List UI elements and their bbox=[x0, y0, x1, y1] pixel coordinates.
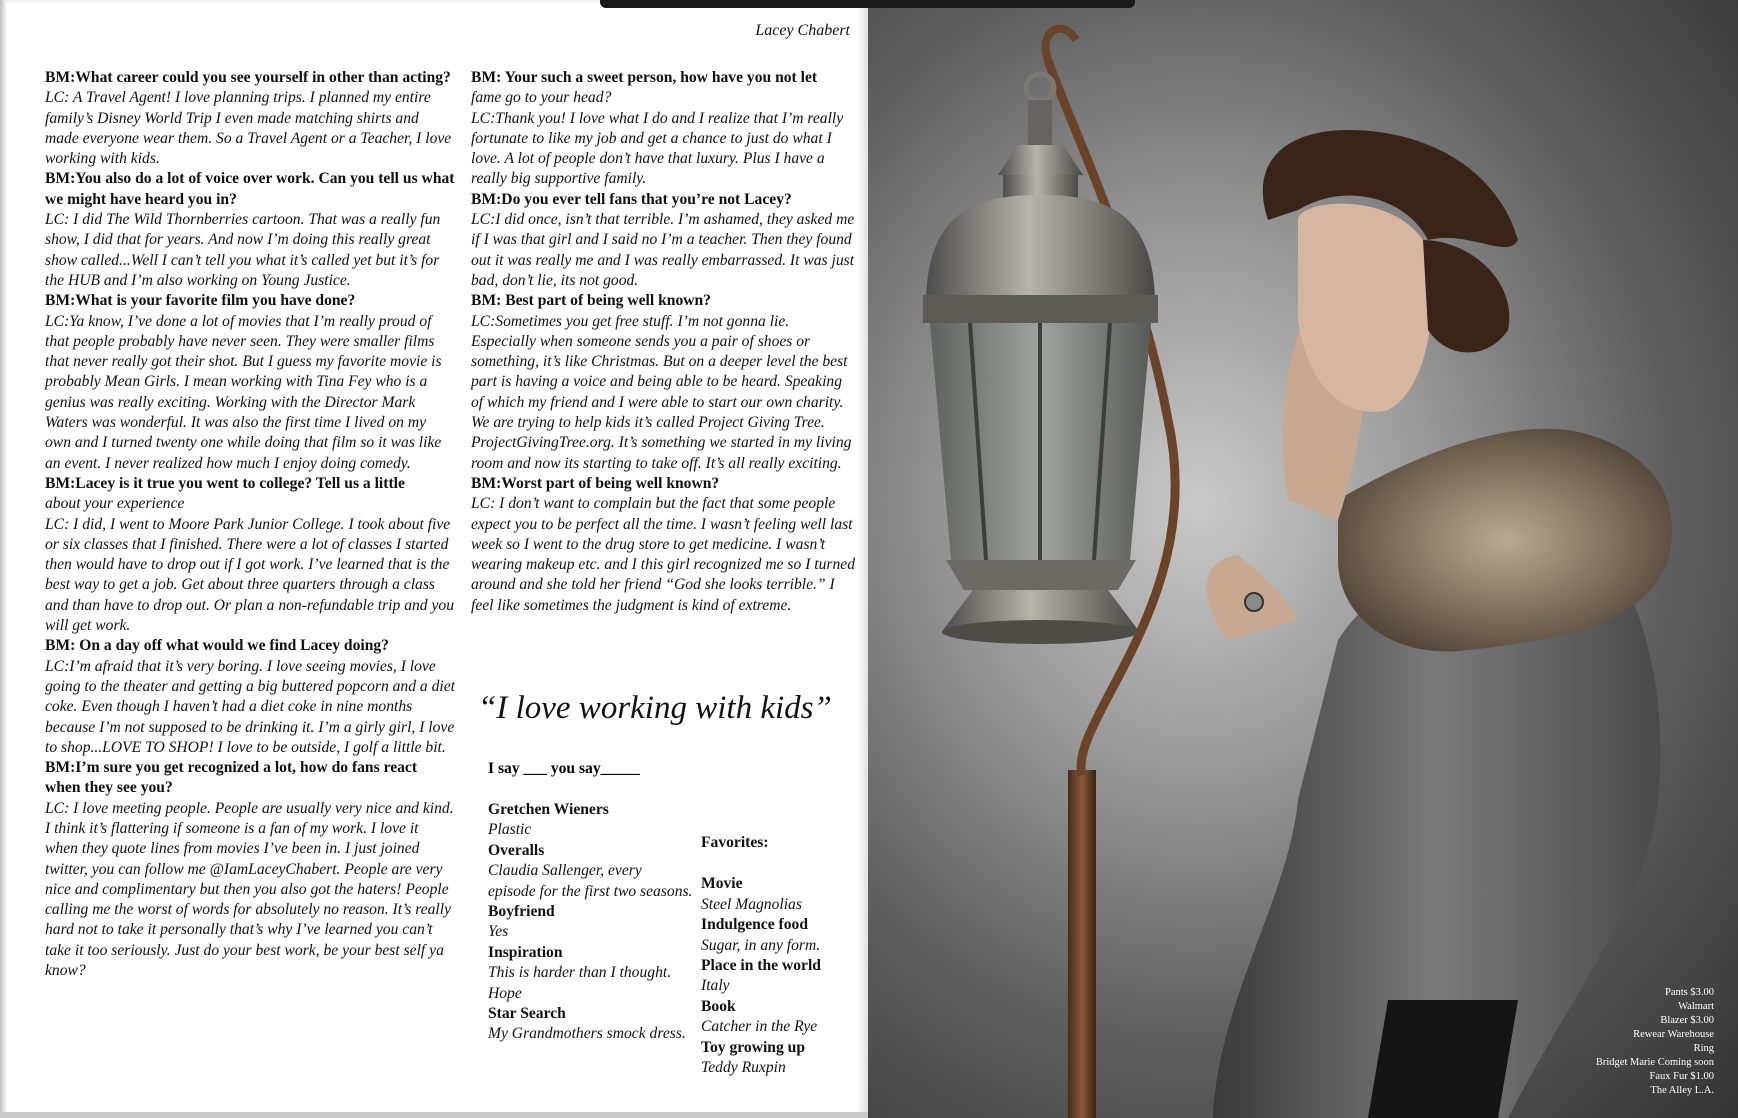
qa-item bbox=[45, 291, 455, 474]
pull-quote: “I love working with kids” bbox=[478, 690, 832, 726]
viewer-top-bar bbox=[600, 0, 1135, 8]
question: BM:Do you ever tell fans that you’re not Lacey? bbox=[471, 190, 792, 208]
list-item-value: This is harder than I thought. Hope bbox=[488, 964, 672, 1002]
question: BM:What career could you see yourself in other than acting? bbox=[45, 69, 451, 86]
byline: Lacey Chabert bbox=[755, 22, 850, 39]
qa-item bbox=[471, 474, 856, 616]
credit-line: The Alley L.A. bbox=[1650, 1085, 1714, 1096]
answer: LC: I don’t want to complain but the fact that some people expect you to be perfect all the time. I wasn’t feeling well last week so I went to the drug store to get medicine. I wasn’t wearing makeup etc. and I this girl recognized me so I turned around and she told her friend “God she looks terrible.” I feel like sometimes the judgment is kind of extreme. bbox=[471, 495, 856, 614]
credit-line: Ring bbox=[1693, 1043, 1714, 1054]
qa-item bbox=[471, 68, 856, 190]
answer: LC:Ya know, I’ve done a lot of movies that I’m really proud of that people probably have never seen. They were smaller films that never really got their shot. But I guess my favorite movie is probably Mean Girls. I mean working with Tina Fey who is a genius was really exciting. Working with the Director Mark Waters was wonderful. It was also the first time I lived on my own and I turned twenty one while doing that film so it was like an event. I never realized how much I enjoy doing comedy. bbox=[45, 312, 442, 472]
list-item-key: Star Search bbox=[488, 1005, 566, 1023]
photo-illustration bbox=[868, 0, 1738, 1118]
list-item-value: Plastic bbox=[488, 821, 532, 839]
credit-line: Bridget Marie Coming soon bbox=[1595, 1057, 1714, 1068]
question: BM: Best part of being well known? bbox=[471, 292, 711, 310]
list-item-key: Book bbox=[701, 997, 736, 1015]
question: BM: On a day off what would we find Lacey doing? bbox=[45, 637, 389, 655]
interview-column-1 bbox=[45, 68, 455, 981]
list-item-value: Yes bbox=[488, 923, 509, 941]
qa-item bbox=[45, 636, 455, 758]
favorites-title: Favorites: bbox=[701, 834, 769, 851]
credit-line: Walmart bbox=[1678, 1001, 1714, 1012]
list-item-key: Place in the world bbox=[701, 957, 821, 975]
list-item-key: Overalls bbox=[488, 841, 545, 859]
i-say-you-say-list bbox=[488, 800, 693, 1045]
list-item-value: Catcher in the Rye bbox=[701, 1018, 818, 1036]
qa-item bbox=[471, 291, 856, 474]
question: BM:Worst part of being well known? bbox=[471, 474, 720, 492]
qa-item bbox=[45, 474, 455, 636]
answer: fame go to your head? LC:Thank you! I love what I do and I realize that I’m really fortunate to like my job and get a chance to just do what I love. A lot of people don’t have that luxury. Plus I have a really big supportive family. bbox=[471, 89, 844, 188]
interview-column-2 bbox=[471, 68, 856, 616]
list-item-key: Toy growing up bbox=[701, 1038, 806, 1056]
page-edge-shadow bbox=[0, 0, 6, 1118]
question: BM: Your such a sweet person, how have you not let bbox=[471, 69, 818, 86]
answer: about your experience LC: I did, I went to Moore Park Junior College. I took about five or six classes that I finished. There were a lot of classes I started then would have to drop out if I got work. I’ve learned that is the best way to get a job. Get about three quarters through a class and than have to drop out. Or plan a non-refundable trip and you will get work. bbox=[45, 495, 455, 635]
i-say-you-say-title: I say ___ you say_____ bbox=[488, 760, 640, 777]
list-item-value: Steel Magnolias bbox=[701, 895, 802, 913]
list-item-value: My Grandmothers smock dress. bbox=[488, 1025, 686, 1043]
question: BM:What is your favorite film you have done? bbox=[45, 292, 356, 310]
answer: LC:I did once, isn’t that terrible. I’m ashamed, they asked me if I was that girl and I said no I’m a teacher. Then they found out it was really me and I was really embarrassed. It was just bad, don’t lie, its not good. bbox=[471, 211, 855, 289]
credit-line: Faux Fur $1.00 bbox=[1649, 1071, 1714, 1082]
favorites-list bbox=[701, 833, 861, 1078]
qa-item bbox=[45, 758, 455, 981]
credit-line: Blazer $3.00 bbox=[1660, 1015, 1714, 1026]
list-item-key: Gretchen Wieners bbox=[488, 801, 609, 818]
list-item-key: Indulgence food bbox=[701, 916, 809, 934]
answer: LC:Sometimes you get free stuff. I’m not gonna lie. Especially when someone sends you a pair of shoes or something, it’s like Christmas. But on a deeper level the best part is having a voice and being able to be heard. Speaking of which my friend and I were able to start our own charity. We are trying to help kids it’s called Project Giving Tree. ProjectGivingTree.org. It’s something we started in my living room and now its starting to take off. It’s all really exciting. bbox=[471, 312, 852, 472]
list-item-value: Sugar, in any form. bbox=[701, 936, 821, 954]
right-page-photo bbox=[868, 0, 1738, 1118]
answer: LC: I love meeting people. People are usually very nice and kind. I think it’s flattering if someone is a fan of my work. I love it when they quote lines from movies I’ve been in. I just joined twitter, you can follow me @IamLaceyChabert. People are very nice and complimentary but then you also got the haters! People calling me the worst of words for absolutely no reason. It’s really hard not to take it personally that’s why I’ve learned you can’t take it too seriously. Just do your best work, be your best self ya know? bbox=[45, 799, 454, 980]
answer: LC:I’m afraid that it’s very boring. I love seeing movies, I love going to the theater and getting a big buttered popcorn and a diet coke. Even though I haven’t had a diet coke in nine months because I’m not supposed to be drinking it. I’m a girly girl, I love to shop...LOVE TO SHOP! I love to be outside, I golf a little bit. bbox=[45, 657, 456, 756]
question: BM:Lacey is it true you went to college? Tell us a little bbox=[45, 474, 405, 492]
page-bottom-edge bbox=[0, 1112, 868, 1118]
lamp-hook-curl bbox=[1046, 29, 1076, 60]
question: BM:I’m sure you get recognized a lot, how do fans react when they see you? bbox=[45, 759, 418, 797]
list-item-key: Boyfriend bbox=[488, 903, 555, 921]
lantern bbox=[923, 74, 1158, 644]
list-item-key: Inspiration bbox=[488, 943, 563, 961]
qa-item bbox=[45, 169, 455, 291]
list-item-value: Claudia Sallenger, every episode for the first two seasons. bbox=[488, 862, 693, 900]
list-item-value: Italy bbox=[701, 977, 730, 995]
credit-line: Pants $3.00 bbox=[1664, 987, 1714, 998]
qa-item bbox=[471, 190, 856, 291]
left-page bbox=[0, 0, 868, 1118]
credit-line: Rewear Warehouse bbox=[1633, 1029, 1714, 1040]
answer: LC: A Travel Agent! I love planning trips. I planned my entire family’s Disney World Trip I even made matching shirts and made everyone wear them. So a Travel Agent or a Teacher, I love working with kids. bbox=[45, 89, 452, 168]
model-figure bbox=[1207, 130, 1672, 1118]
list-item-value: Teddy Ruxpin bbox=[701, 1059, 786, 1077]
answer: LC: I did The Wild Thornberries cartoon. That was a really fun show, I did that for years. And now I’m doing this really great show called...Well I can’t tell you what it’s called yet but it’s for the HUB and I’m also working on Young Justice. bbox=[45, 211, 441, 289]
lamp-post bbox=[1068, 770, 1096, 1118]
qa-item bbox=[45, 68, 455, 169]
list-item-key: Movie bbox=[701, 875, 743, 893]
question: BM:You also do a lot of voice over work. Can you tell us what we might have heard you in? bbox=[45, 170, 455, 208]
wardrobe-credits bbox=[1494, 986, 1714, 1098]
